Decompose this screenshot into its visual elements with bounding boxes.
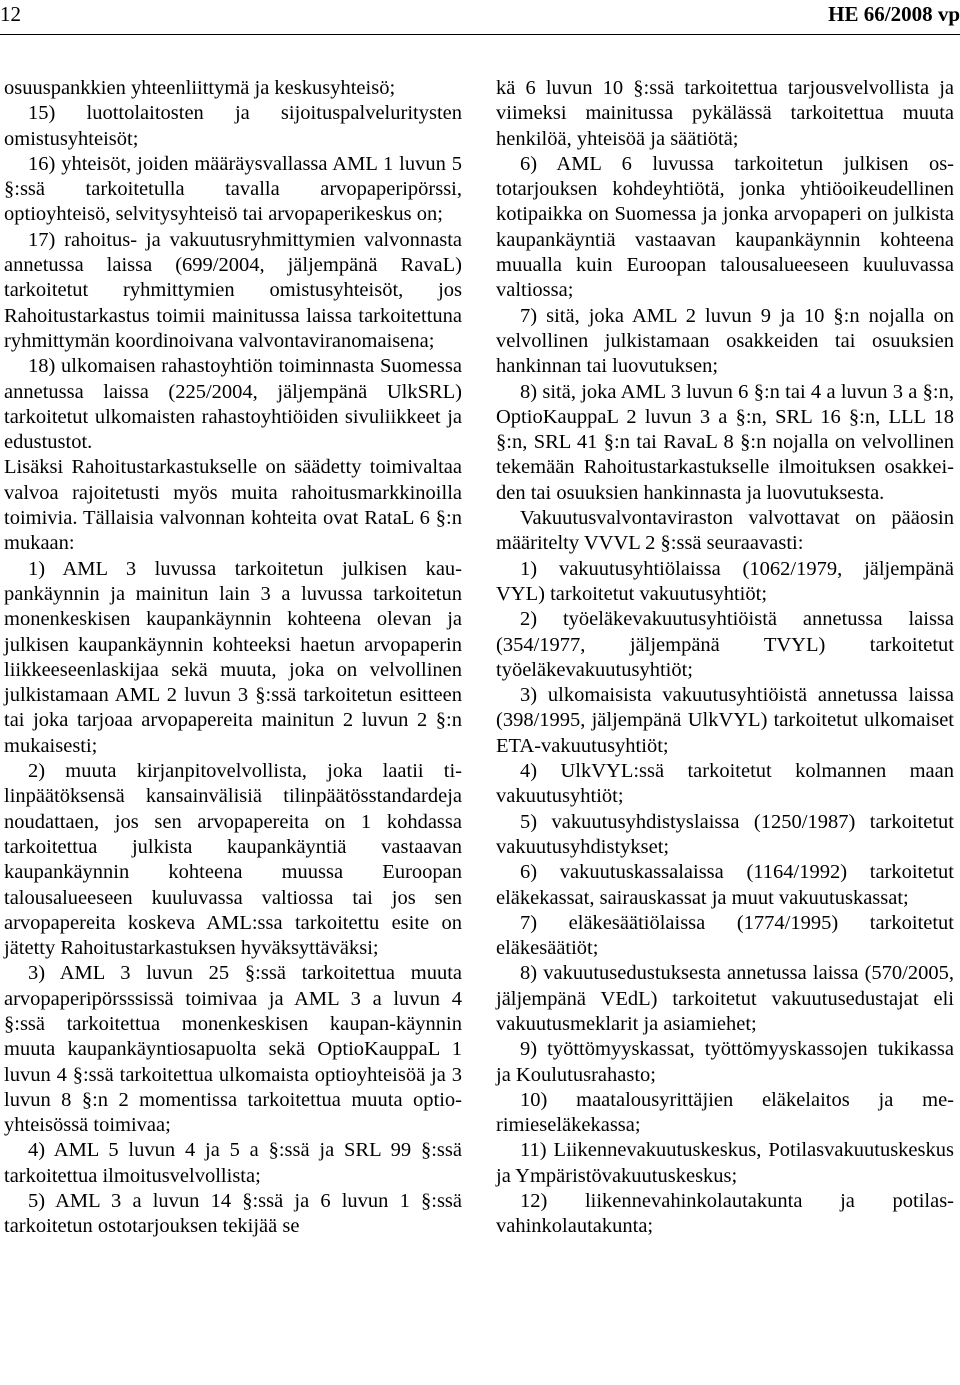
paragraph: 5) AML 3 a luvun 14 §:ssä ja 6 luvun 1 §:ssä tarkoitetun ostotarjouksen tekijää se [4, 1190, 462, 1238]
paragraph: kä 6 luvun 10 §:ssä tarkoitettua tarjousvelvollista ja viimeksi mainitussa pykälässä tarkoitettua muuta henkilöä, yhteisöä ja säätiötä; [496, 77, 954, 150]
paragraph: 6) vakuutuskassalaissa (1164/1992) tarkoitetut eläkekassat, sairauskassat ja muut vakuutuskassat; [496, 861, 954, 909]
paragraph: 12) liikennevahinkolautakunta ja potilasvahinkolautakunta; [496, 1190, 954, 1238]
paragraph: Vakuutusvalvontaviraston valvottavat on pääosin määritelty VVVL 2 §:ssä seuraavasti: [496, 507, 954, 555]
paragraph: 1) vakuutusyhtiölaissa (1062/1979, jäljempänä VYL) tarkoitetut vakuutusyhtiöt; [496, 557, 954, 605]
left-column [4, 76, 462, 1240]
paragraph: osuuspankkien yhteenliittymä ja keskusyhteisö; [4, 77, 396, 99]
header-rule [0, 34, 960, 35]
paragraph: 5) vakuutusyhdistyslaissa (1250/1987) tarkoitetut vakuutusyhdistykset; [496, 810, 954, 858]
paragraph: 4) UlkVYL:ssä tarkoitetut kolmannen maan vakuutusyhtiöt; [496, 760, 954, 808]
page-header [0, 0, 960, 40]
right-column [496, 76, 954, 1240]
document-id: HE 66/2008 vp [828, 2, 960, 26]
paragraph: 10) maatalousyrittäjien eläkelaitos ja merimieseläkekassa; [496, 1088, 954, 1137]
paragraph: 4) AML 5 luvun 4 ja 5 a §:ssä ja SRL 99 §:ssä tarkoitettua ilmoitusvelvollista; [4, 1139, 462, 1187]
paragraph: Lisäksi Rahoitustarkastukselle on säädetty toimivaltaa valvoa rajoitetusti myös muita rahoitusmarkkinoilla toimivia. Tällaisia valvonnan kohteita ovat RataL 6 §:n mukaan: [4, 456, 462, 555]
paragraph: 6) AML 6 luvussa tarkoitetun julkisen ostotarjouksen kohdeyhtiötä, jonka yhtiöoikeudellinen kotipaikka on Suomessa ja jonka arvopaperi on julkista kaupankäyntiä vastaavan kaupankäynnin kohteena muualla kuin Euroopan talousalueeseen kuuluvassa valtiossa; [496, 152, 954, 302]
paragraph: 2) muuta kirjanpitovelvollista, joka laatii tilinpäätöksensä kansainvälisiä tilinpäätösstandardeja noudattaen, jos sen arvopapereita on 1 kohdassa tarkoitettua julkista kaupankäyntiä vastaavan kaupankäynnin kohteena muussa Euroopan talousalueeseen kuuluvassa valtiossa tai jos sen arvopapereita koskeva AML:ssa tarkoitettu esite on jätetty Rahoitustarkastuksen hyväksyttäväksi; [4, 760, 462, 960]
paragraph: 9) työttömyyskassat, työttömyyskassojen tukikassa ja Koulutusrahasto; [496, 1038, 954, 1086]
paragraph: 17) rahoitus- ja vakuutusryhmittymien valvonnasta annetussa laissa (699/2004, jäljempänä RavaL) tarkoitetut ryhmittymien omistusyhteisöt, jos Rahoitustarkastus toimii mainitussa laissa tarkoitettuna ryhmittymän koordinoivana valvontaviranomaisena; [4, 228, 462, 352]
paragraph: 15) luottolaitosten ja sijoituspalveluritysten omistusyhteisöt; [4, 102, 462, 150]
paragraph: 3) ulkomaisista vakuutusyhtiöistä annetussa laissa (398/1995, jäljempänä UlkVYL) tarkoitetut ulkomaiset ETA-vakuutusyhtiöt; [496, 684, 954, 757]
paragraph: 1) AML 3 luvussa tarkoitetun julkisen kaupankäynnin ja mainitun lain 3 a luvussa tarkoitetun monenkeskisen kaupankäynnin kohteena olevan ja julkisen kaupankäynnin kohteeksi haetun arvopaperin liikkeeseenlaskijaa sekä muuta, joka on velvollinen julkistamaan AML 2 luvun 3 §:ssä tarkoitetun esitteen tai joka tarjoaa arvopapereita mainitun 2 luvun 2 §:n mukaisesti; [4, 557, 462, 757]
paragraph: 16) yhteisöt, joiden määräysvallassa AML 1 luvun 5 §:ssä tarkoitetulla tavalla arvopaperipörssi, optioyhteisö, selvitysyhteisö tai arvopaperikeskus on; [4, 152, 462, 226]
page-number: 12 [0, 2, 21, 26]
paragraph: 2) työeläkevakuutusyhtiöistä annetussa laissa (354/1977, jäljempänä TVYL) tarkoitetut työeläkevakuutusyhtiöt; [496, 608, 954, 681]
paragraph: 8) sitä, joka AML 3 luvun 6 §:n tai 4 a luvun 3 a §:n, OptioKauppaL 2 luvun 3 a §:n, SRL 16 §:n, LLL 18 §:n, SRL 41 §:n tai RavaL 8 §:n nojalla on velvollinen tekemään Rahoitustarkastukselle ilmoituksen osakkeiden tai osuuksien hankinnasta ja luovutuksesta. [496, 380, 954, 504]
paragraph: 11) Liikennevakuutuskeskus, Potilasvakuutuskeskus ja Ympäristövakuutuskeskus; [496, 1139, 954, 1187]
paragraph: 3) AML 3 luvun 25 §:ssä tarkoitettua muuta arvopaperipörsssissä toimivaa ja AML 3 a luvun 4 §:ssä tarkoitettua monenkeskisen kaupan-käynnin muuta kaupankäyntiosapuolta sekä OptioKauppaL 1 luvun 4 §:ssä tarkoitettua ulkomaista optioyhteisöä ja 3 luvun 8 §:n 2 momentissa tarkoitettua muuta optioyhteisössä toimivaa; [4, 962, 462, 1137]
paragraph: 18) ulkomaisen rahastoyhtiön toiminnasta Suomessa annetussa laissa (225/2004, jäljempänä UlkSRL) tarkoitetut ulkomaisten rahastoyhtiöiden sivuliikkeet ja edustustot. [4, 355, 462, 454]
paragraph: 7) sitä, joka AML 2 luvun 9 ja 10 §:n nojalla on velvollinen julkistamaan osakkeiden tai osuuksien hankinnan tai luovutuksen; [496, 304, 954, 378]
paragraph: 8) vakuutusedustuksesta annetussa laissa (570/2005, jäljempänä VEdL) tarkoitetut vakuutusedustajat eli vakuutusmeklarit ja asiamiehet; [496, 962, 954, 1035]
paragraph: 7) eläkesäätiölaissa (1774/1995) tarkoitetut eläkesäätiöt; [496, 911, 954, 960]
